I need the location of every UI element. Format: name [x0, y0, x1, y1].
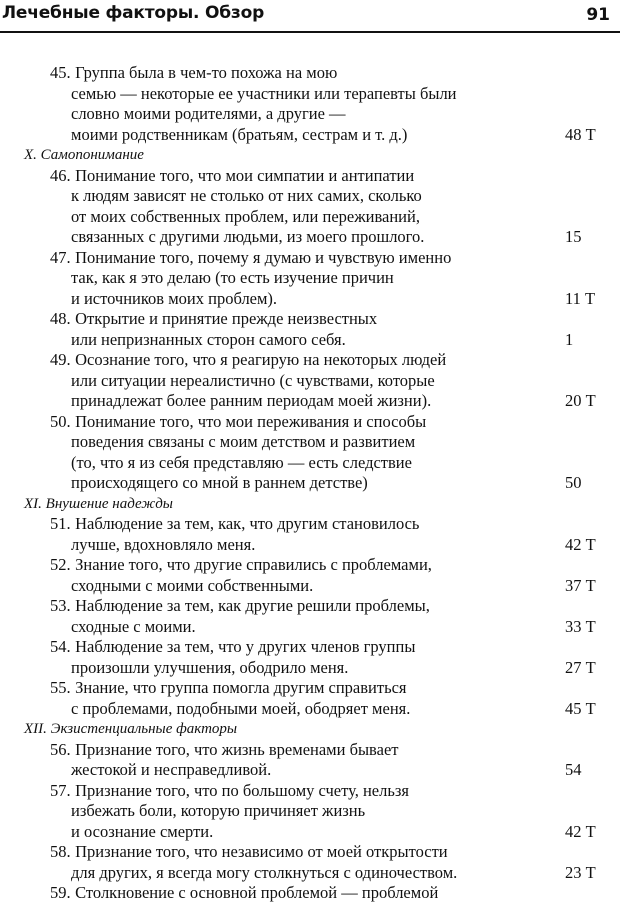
item-line: [0, 473, 620, 494]
item-text: происходящего со мной в раннем детстве): [71, 473, 368, 492]
item-line: [0, 371, 620, 392]
section-heading: [0, 719, 620, 740]
section-heading: [0, 494, 620, 515]
item-line: [0, 535, 620, 556]
item-line: [0, 863, 620, 884]
item-code: 54: [565, 760, 582, 779]
item-code: 45 Т: [565, 698, 596, 718]
item-text: Признание того, что по большому счету, нельзя: [75, 780, 409, 800]
item-text: Понимание того, что мои симпатии и антипатии: [75, 165, 415, 185]
item-text: и осознание смерти.: [71, 821, 214, 841]
item-line: [0, 760, 620, 781]
item-line: [0, 699, 620, 720]
item-text: Понимание того, почему я думаю и чувствую именно: [75, 247, 452, 267]
section-title: X. Самопонимание: [24, 147, 144, 163]
item-number: 50.: [50, 411, 71, 431]
item-number: 46.: [50, 165, 71, 185]
item-text: или ситуации нереалистично (с чувствами, которые: [71, 370, 435, 390]
item-code: 37 Т: [565, 575, 596, 595]
item-line: [0, 740, 620, 761]
item-line: [0, 84, 620, 105]
item-line: [0, 555, 620, 576]
item-line: [0, 330, 620, 351]
item-text: Понимание того, что мои переживания и способы: [75, 411, 427, 431]
item-line: [0, 514, 620, 535]
item-text: Знание, что группа помогла другим справиться: [75, 678, 407, 697]
factor-list: [0, 63, 620, 904]
item-number: 48.: [50, 309, 71, 328]
item-line: [0, 822, 620, 843]
item-line: [0, 309, 620, 330]
item-line: [0, 883, 620, 904]
item-text: Открытие и принятие прежде неизвестных: [75, 309, 378, 328]
item-text: сходными с моими собственными.: [71, 575, 314, 595]
item-line: [0, 248, 620, 269]
item-text: к людям зависят не столько от них самих, сколько: [71, 186, 422, 205]
item-text: жестокой и несправедливой.: [71, 760, 272, 779]
item-code: 20 Т: [565, 391, 596, 410]
item-text: принадлежат более ранним периодам моей жизни).: [71, 391, 432, 410]
item-code: 33 Т: [565, 616, 596, 636]
item-number: 51.: [50, 514, 71, 533]
item-code: 27 Т: [565, 657, 596, 677]
section-title: XII. Экзистенциальные факторы: [24, 721, 238, 737]
item-code: 1: [565, 329, 574, 349]
item-number: 53.: [50, 596, 71, 615]
item-line: [0, 617, 620, 638]
item-text: Признание того, что независимо от моей открытости: [75, 842, 448, 861]
item-text: сходные с моими.: [71, 616, 196, 636]
item-text: Осознание того, что я реагирую на некоторых людей: [75, 350, 447, 369]
item-text: Признание того, что жизнь временами бывает: [75, 739, 399, 759]
header-rule: [0, 31, 620, 33]
item-text: лучше, вдохновляло меня.: [71, 534, 256, 554]
item-number: 52.: [50, 555, 71, 574]
item-line: [0, 596, 620, 617]
item-text: от моих собственных проблем, или переживаний,: [71, 206, 420, 226]
item-text: словно моими родителями, а другие —: [71, 104, 346, 123]
item-code: 42 Т: [565, 821, 596, 841]
item-text: (то, что я из себя представляю — есть следствие: [71, 452, 412, 472]
item-text: избежать боли, которую причиняет жизнь: [71, 801, 366, 820]
item-number: 45.: [50, 63, 71, 82]
item-number: 58.: [50, 842, 71, 861]
item-line: [0, 432, 620, 453]
section-heading: [0, 145, 620, 166]
item-text: так, как я это делаю (то есть изучение причин: [71, 268, 394, 287]
item-code: 42 Т: [565, 534, 596, 554]
item-text: произошли улучшения, ободрило меня.: [71, 657, 349, 677]
item-line: [0, 268, 620, 289]
chapter-title: Лечебные факторы. Обзор: [2, 3, 265, 23]
item-line: [0, 801, 620, 822]
item-text: связанных с другими людьми, из моего прошлого.: [71, 227, 425, 246]
item-text: или непризнанных сторон самого себя.: [71, 329, 346, 349]
item-line: [0, 576, 620, 597]
item-line: [0, 289, 620, 310]
item-text: Наблюдение за тем, что у других членов группы: [75, 637, 416, 656]
page-number: 91: [586, 5, 610, 25]
item-text: Наблюдение за тем, как другие решили проблемы,: [75, 596, 430, 615]
item-text: с проблемами, подобными моей, ободряет меня.: [71, 698, 411, 718]
item-line: [0, 678, 620, 699]
item-text: и источников моих проблем).: [71, 288, 278, 308]
item-line: [0, 350, 620, 371]
item-line: [0, 166, 620, 187]
item-line: [0, 207, 620, 228]
item-number: 47.: [50, 247, 71, 267]
item-text: поведения связаны с моим детством и развитием: [71, 432, 416, 451]
item-text: Столкновение с основной проблемой — проблемой: [75, 883, 439, 902]
item-line: [0, 781, 620, 802]
item-text: Знание того, что другие справились с проблемами,: [75, 555, 432, 574]
item-line: [0, 453, 620, 474]
item-number: 55.: [50, 678, 71, 697]
item-line: [0, 637, 620, 658]
item-text: Группа была в чем-то похожа на мою: [75, 63, 338, 82]
item-line: [0, 227, 620, 248]
item-line: [0, 412, 620, 433]
item-code: 15: [565, 227, 582, 246]
item-line: [0, 658, 620, 679]
item-code: 50: [565, 473, 582, 492]
item-code: 48 Т: [565, 124, 596, 144]
item-line: [0, 842, 620, 863]
running-head: [0, 0, 620, 30]
item-number: 56.: [50, 739, 71, 759]
item-text: для других, я всегда могу столкнуться с одиночеством.: [71, 862, 458, 882]
item-code: 23 Т: [565, 862, 596, 882]
item-line: [0, 63, 620, 84]
item-line: [0, 186, 620, 207]
item-number: 59.: [50, 883, 71, 902]
item-number: 54.: [50, 637, 71, 656]
item-text: Наблюдение за тем, как, что другим становилось: [75, 514, 420, 533]
item-text: моими родственникам (братьям, сестрам и т. д.): [71, 124, 408, 144]
item-line: [0, 104, 620, 125]
section-title: XI. Внушение надежды: [24, 495, 173, 512]
item-number: 49.: [50, 350, 71, 369]
item-number: 57.: [50, 780, 71, 800]
item-line: [0, 391, 620, 412]
item-line: [0, 125, 620, 146]
item-text: семью — некоторые ее участники или терапевты были: [71, 83, 457, 103]
item-code: 11 Т: [565, 288, 596, 308]
